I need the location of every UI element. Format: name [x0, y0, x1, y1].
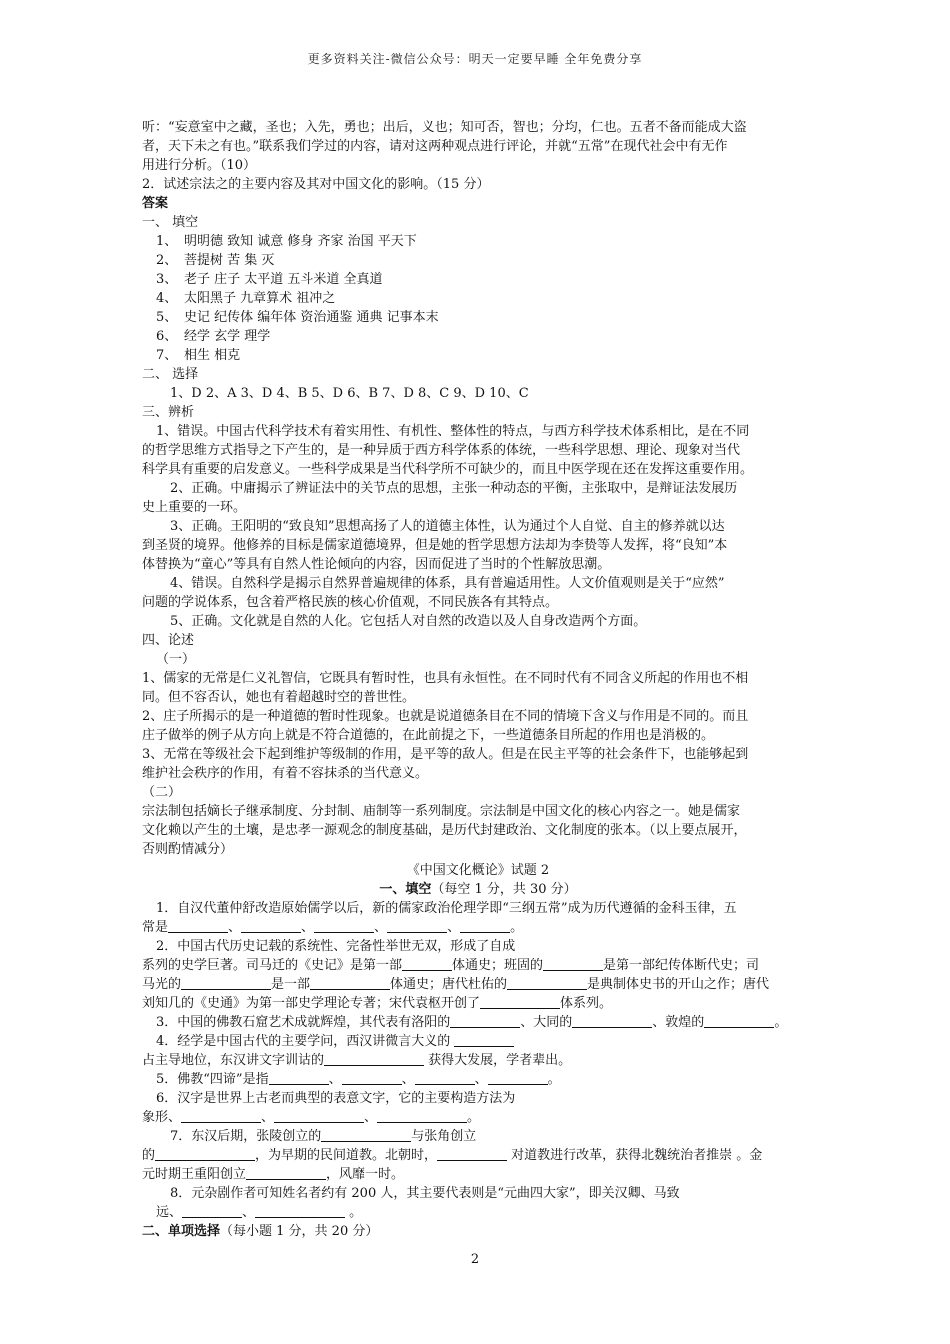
lunshu-line: 否则酌情减分） — [142, 842, 234, 857]
fill-answer-row: 4、 太阳黑子 九章算术 祖冲之 — [156, 291, 336, 306]
intro-line: 者，天下未之有也。”联系我们学过的内容，请对这两种观点进行评论，并就“五常”在现代社会中有无作 — [142, 139, 728, 154]
question-line: 2．中国古代历史记载的系统性、完备性举世无双，形成了自成 — [156, 939, 516, 954]
question-line: 刘知几的《史通》为第一部史学理论专著；宋代袁枢开创了 体系列。 — [142, 996, 613, 1011]
question-line: 象形、 、 、 。 — [142, 1110, 481, 1125]
lunshu-part-heading: （二） — [142, 785, 182, 800]
question-line: 马光的 是一部 体通史；唐代杜佑的 是典制体史书的开山之作；唐代 — [142, 977, 770, 992]
bianxi-line: 问题的学说体系，包含着严格民族的核心价值观，不同民族各有其特点。 — [142, 595, 559, 610]
exam-section-fill-heading: 一、填空（每空 1 分，共 30 分） — [379, 882, 577, 897]
question-line: 远、 、 。 — [156, 1205, 363, 1220]
question-line: 1．自汉代董仲舒改造原始儒学以后，新的儒家政治伦理学即“三纲五常”成为历代遵循的金科玉律，五 — [156, 901, 737, 916]
exam-section-choice-heading: 二、单项选择（每小题 1 分，共 20 分） — [142, 1224, 379, 1239]
bianxi-line: 科学具有重要的启发意义。一些科学成果是当代科学所不可缺少的，而且中医学现在还在发挥这重要作用。 — [142, 462, 754, 477]
bianxi-line: 3、正确。王阳明的“致良知”思想高扬了人的道德主体性，认为通过个人自觉、自主的修养就以达 — [170, 519, 725, 534]
choice-answers: 1、D 2、A 3、D 4、B 5、D 6、B 7、D 8、C 9、D 10、C — [170, 386, 529, 401]
question-line: 3．中国的佛教石窟艺术成就辉煌，其代表有洛阳的 、大同的 、敦煌的 。 — [156, 1015, 788, 1030]
question-line: 常是 、 、 、 、 。 — [142, 920, 524, 935]
section-bianxi-heading: 三、辨析 — [142, 405, 195, 420]
bianxi-line: 1、错误。中国古代科学技术有着实用性、有机性、整体性的特点，与西方科学技术体系相比，是在不同 — [156, 424, 750, 439]
bianxi-line: 4、错误。自然科学是揭示自然界普遍规律的体系，具有普遍适用性。人文价值观则是关于“应然” — [170, 576, 725, 591]
intro-line: 用进行分析。（10） — [142, 158, 257, 173]
lunshu-line: 3、无常在等级社会下起到维护等级制的作用，是平等的敌人。但是在民主平等的社会条件下，也能够起到 — [142, 747, 749, 762]
question-line: 占主导地位，东汉讲文字训诂的 获得大发展，学者辈出。 — [142, 1053, 572, 1068]
section-choice-heading: 二、 选择 — [142, 367, 199, 382]
page-number: 2 — [470, 1252, 480, 1267]
question-line: 8．元杂剧作者可知姓名者约有 200 人，其主要代表则是“元曲四大家”，即关汉卿、马致 — [170, 1186, 680, 1201]
lunshu-line: 庄子做举的例子从方向上就是不符合道德的，在此前提之下，一些道德条目所起的作用也是消极的。 — [142, 728, 715, 743]
lunshu-line: 维护社会秩序的作用，有着不容抹杀的当代意义。 — [142, 766, 429, 781]
lunshu-line: 文化赖以产生的土壤，是忠孝一源观念的制度基础，是历代封建政治、文化制度的张本。（以上要点展开， — [142, 823, 747, 838]
section-lunshu-heading: 四、论述 — [142, 633, 195, 648]
lunshu-line: 1、儒家的无常是仁义礼智信，它既具有暂时性，也具有永恒性。在不同时代有不同含义所起的作用也不相 — [142, 671, 749, 686]
document-body — [142, 118, 814, 1241]
fill-answer-row: 6、 经学 玄学 理学 — [156, 329, 271, 344]
question-line: 6．汉字是世界上古老而典型的表意文字，它的主要构造方法为 — [156, 1091, 516, 1106]
question-line: 的 ，为早期的民间道教。北朝时， 对道教进行改革，获得北魏统治者推崇 。金 — [142, 1148, 763, 1163]
lunshu-line: 宗法制包括嫡长子继承制度、分封制、庙制等一系列制度。宗法制是中国文化的核心内容之一。她是儒家 — [142, 804, 741, 819]
question-line: 5．佛教“四谛”是指 、 、 、 。 — [156, 1072, 561, 1087]
question-line: 4．经学是中国古代的主要学问，西汉讲微言大义的 — [142, 1032, 814, 1051]
fill-answer-row: 3、 老子 庄子 太平道 五斗米道 全真道 — [156, 272, 383, 287]
fill-answer-row: 7、 相生 相克 — [156, 348, 241, 363]
fill-answer-row: 2、 菩提树 苦 集 灭 — [156, 253, 275, 268]
page-header: 更多资料关注-微信公众号：明天一定要早睡 全年免费分享 — [307, 52, 643, 66]
exam-title: 《中国文化概论》试题 2 — [406, 863, 550, 878]
lunshu-line: 2、庄子所揭示的是一种道德的暂时性现象。也就是说道德条目在不同的情境下含义与作用是不同的。而且 — [142, 709, 749, 724]
lunshu-part-heading: （一） — [156, 652, 196, 667]
question-line: 系列的史学巨著。司马迁的《史记》是第一部 体通史；班固的 是第一部纪传体断代史；司 — [142, 958, 760, 973]
question-line: 元时期王重阳创立 ，风靡一时。 — [142, 1167, 405, 1182]
bianxi-line: 5、正确。文化就是自然的人化。它包括人对自然的改造以及人自身改造两个方面。 — [170, 614, 647, 629]
bianxi-line: 的哲学思维方式指导之下产生的，是一种异质于西方科学体系的体统，一些科学思想、理论、现象对当代 — [142, 443, 741, 458]
section-fill-heading: 一、 填空 — [142, 215, 199, 230]
bianxi-line: 体替换为“童心”等具有自然人性论倾向的内容，因而促进了当时的个性解放思潮。 — [142, 557, 611, 572]
fill-answer-row: 1、 明明德 致知 诚意 修身 齐家 治国 平天下 — [156, 234, 417, 249]
bianxi-line: 到圣贤的境界。他修养的目标是儒家道德境界，但是她的哲学思想方法却为李贽等人发挥，将“良知”本 — [142, 538, 728, 553]
intro-line: 听：“妄意室中之藏，圣也；入先，勇也；出后，义也；知可否，智也；分均，仁也。五者不备而能成大盗 — [142, 120, 747, 135]
bianxi-line: 史上重要的一环。 — [142, 500, 247, 515]
answer-heading: 答案 — [142, 196, 169, 211]
fill-answer-row: 5、 史记 纪传体 编年体 资治通鉴 通典 记事本末 — [156, 310, 439, 325]
intro-line: 2．试述宗法之的主要内容及其对中国文化的影响。（15 分） — [142, 177, 490, 192]
question-line: 7．东汉后期，张陵创立的 与张角创立 — [170, 1129, 477, 1144]
lunshu-line: 同。但不容否认，她也有着超越时空的普世性。 — [142, 690, 416, 705]
bianxi-line: 2、正确。中庸揭示了辨证法中的关节点的思想，主张一种动态的平衡，主张取中，是辩证法发展历 — [170, 481, 738, 496]
